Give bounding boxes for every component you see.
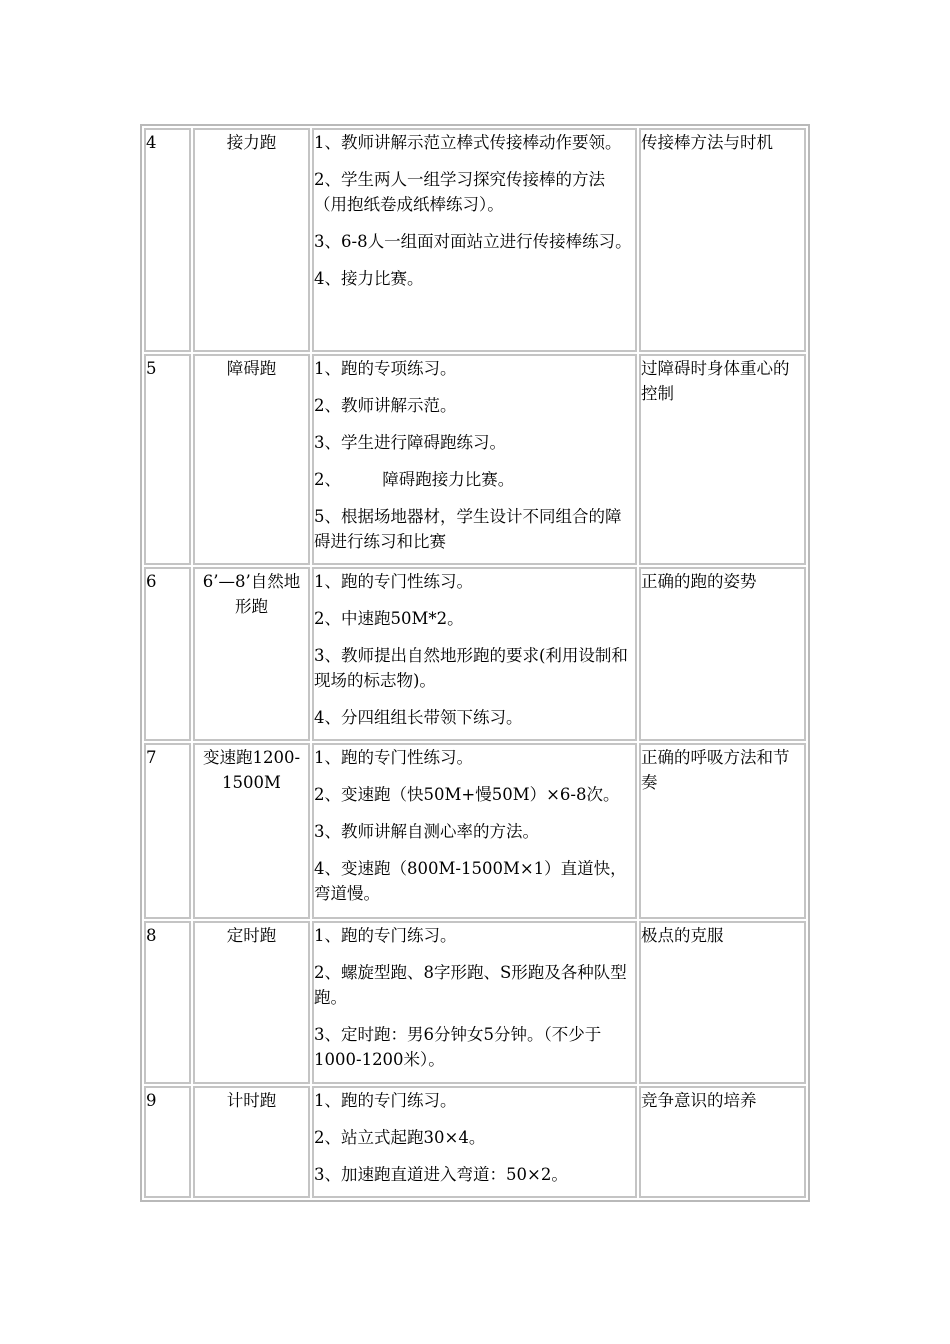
lesson-steps: [312, 1086, 637, 1198]
lesson-name: 接力跑: [193, 128, 310, 352]
lesson-focus: 传接棒方法与时机: [639, 128, 806, 352]
lesson-name: 定时跑: [193, 921, 310, 1084]
lesson-steps: [312, 921, 637, 1084]
table-row: [144, 743, 806, 919]
table-row: [144, 1086, 806, 1198]
step-text: 3、定时跑：男6分钟女5分钟。（不少于1000-1200米）。: [314, 1025, 602, 1069]
step-text: 2、变速跑（快50M+慢50M）×6-8次。: [314, 785, 620, 804]
lesson-name: 计时跑: [193, 1086, 310, 1198]
table-row: [144, 128, 806, 352]
lesson-focus: 极点的克服: [639, 921, 806, 1084]
step-text: 1、跑的专门性练习。: [314, 572, 473, 591]
lesson-number: 5: [144, 354, 191, 565]
lesson-name: 6’—8’自然地形跑: [193, 567, 310, 741]
step-text: 2、 障碍跑接力比赛。: [314, 470, 515, 489]
step-text: 2、螺旋型跑、8字形跑、S形跑及各种队型跑。: [314, 963, 627, 1007]
lesson-steps: [312, 743, 637, 919]
lesson-number: 6: [144, 567, 191, 741]
lesson-focus: 正确的跑的姿势: [639, 567, 806, 741]
lesson-number: 4: [144, 128, 191, 352]
step-text: 2、站立式起跑30×4。: [314, 1128, 486, 1147]
lesson-name: 变速跑1200-1500M: [193, 743, 310, 919]
lesson-number: 7: [144, 743, 191, 919]
step-text: 4、变速跑（800M-1500M×1）直道快，弯道慢。: [314, 859, 627, 903]
step-text: 2、教师讲解示范。: [314, 396, 457, 415]
step-text: 3、教师提出自然地形跑的要求(利用设制和现场的标志物)。: [314, 646, 628, 690]
lesson-name: 障碍跑: [193, 354, 310, 565]
step-text: 3、加速跑直道进入弯道：50×2。: [314, 1165, 568, 1184]
step-text: 1、跑的专门性练习。: [314, 748, 473, 767]
table-row: [144, 921, 806, 1084]
step-text: 3、教师讲解自测心率的方法。: [314, 822, 539, 841]
lesson-steps: [312, 128, 637, 352]
step-text: 1、跑的专项练习。: [314, 359, 457, 378]
step-text: 1、跑的专门练习。: [314, 1091, 457, 1110]
step-text: 1、教师讲解示范立棒式传接棒动作要领。: [314, 133, 622, 152]
lesson-number: 8: [144, 921, 191, 1084]
step-text: 1、跑的专门练习。: [314, 926, 457, 945]
step-text: 5、根据场地器材，学生设计不同组合的障碍进行练习和比赛: [314, 507, 622, 551]
lesson-steps: [312, 354, 637, 565]
step-text: 4、分四组组长带领下练习。: [314, 708, 523, 727]
step-text: 3、6-8人一组面对面站立进行传接棒练习。: [314, 232, 632, 251]
lesson-number: 9: [144, 1086, 191, 1198]
lesson-focus: 正确的呼吸方法和节奏: [639, 743, 806, 919]
step-text: 2、学生两人一组学习探究传接棒的方法（用抱纸卷成纸棒练习）。: [314, 170, 605, 214]
step-text: 2、中速跑50M*2。: [314, 609, 464, 628]
table-row: [144, 354, 806, 565]
lesson-steps: [312, 567, 637, 741]
lesson-plan-table: [140, 124, 810, 1202]
lesson-focus: 过障碍时身体重心的控制: [639, 354, 806, 565]
step-text: 4、接力比赛。: [314, 269, 424, 288]
step-text: 3、学生进行障碍跑练习。: [314, 433, 506, 452]
lesson-focus: 竞争意识的培养: [639, 1086, 806, 1198]
table-row: [144, 567, 806, 741]
